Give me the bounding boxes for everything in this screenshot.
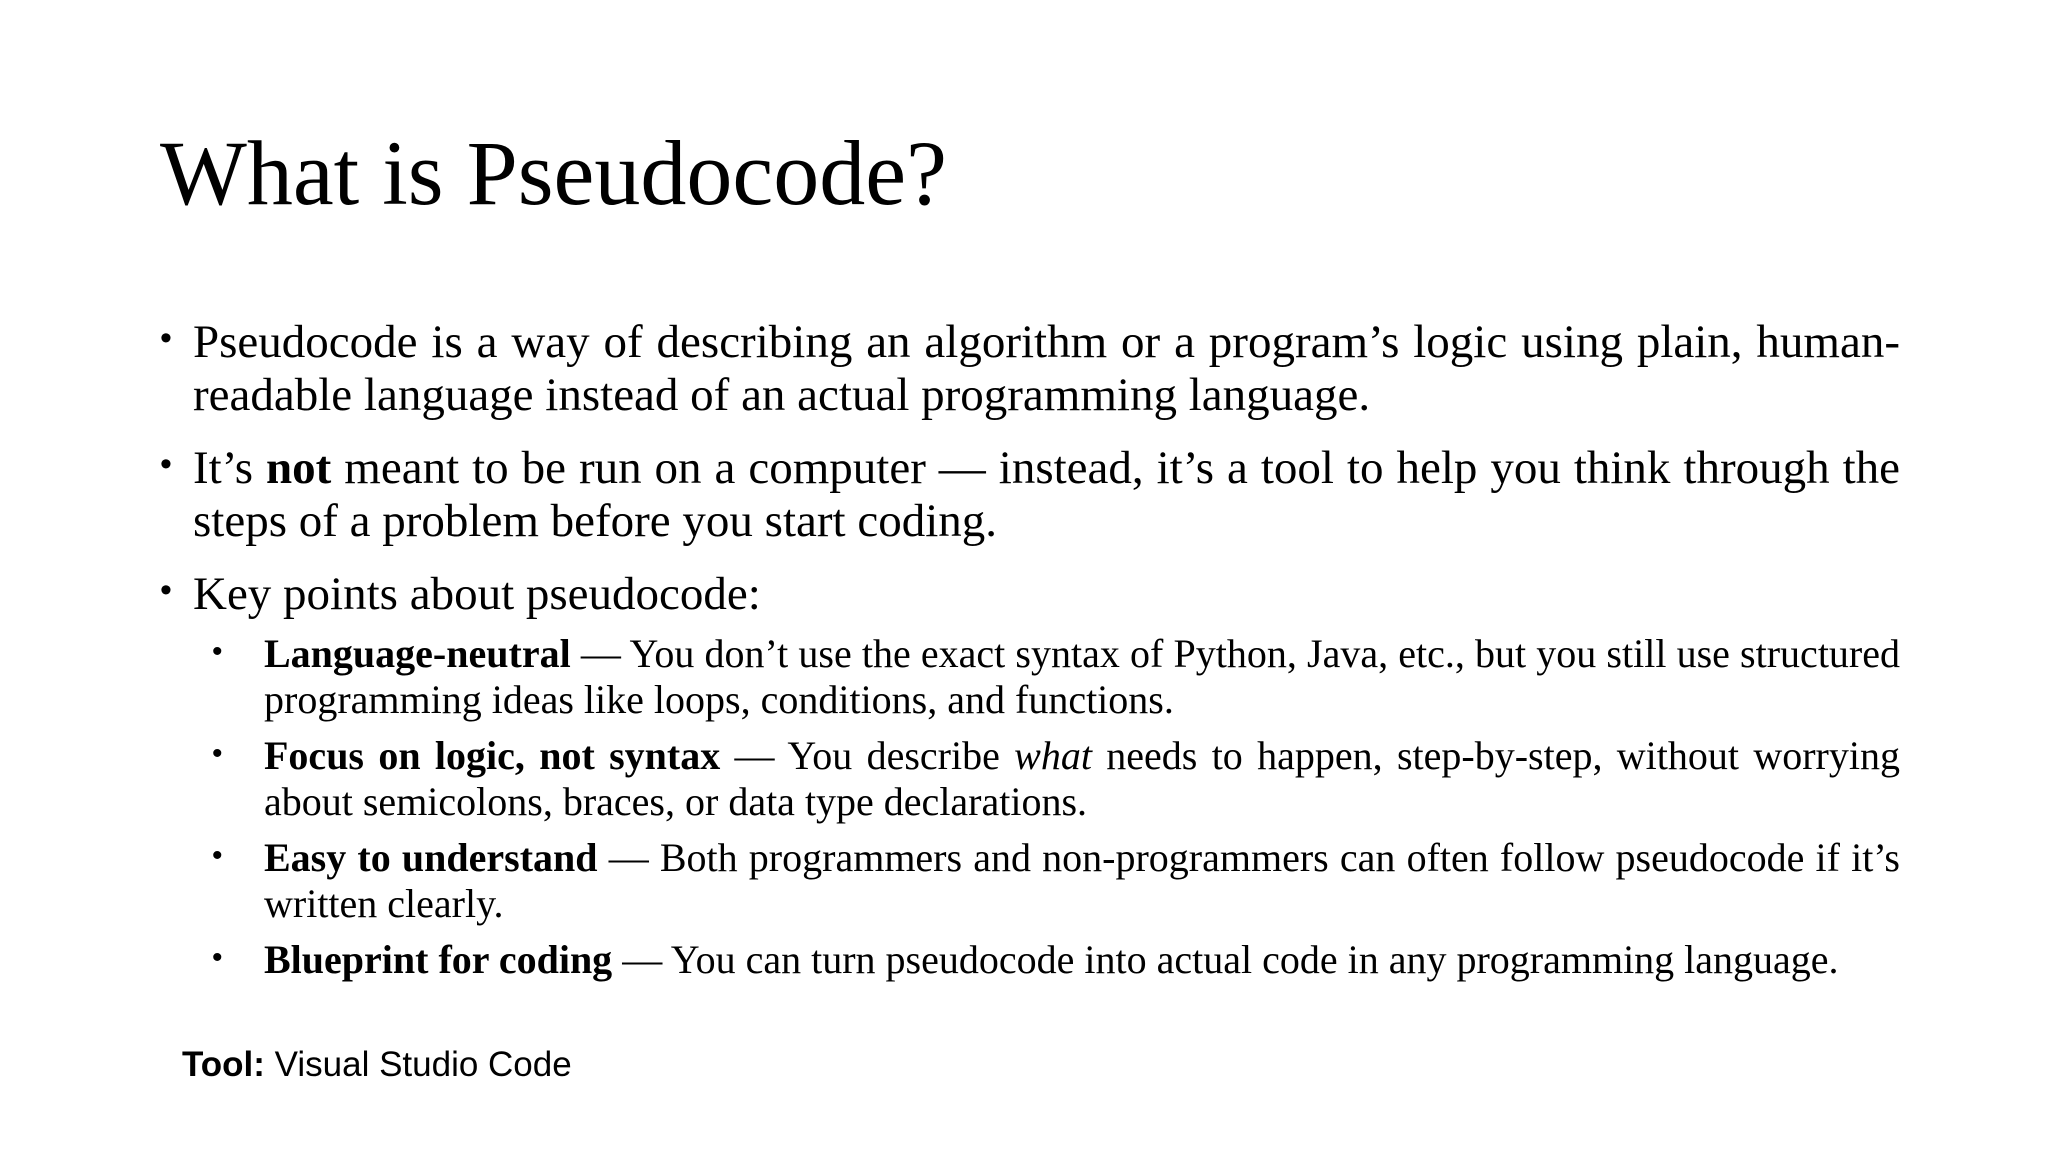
sub-bullet-item	[212, 631, 1900, 723]
bullet-item	[160, 568, 1900, 621]
bullet-glyph: •	[160, 319, 172, 357]
bullet-text-pre: It’s	[193, 442, 267, 494]
slide-title: What is Pseudocode?	[160, 122, 947, 224]
bullet-glyph: •	[212, 737, 223, 770]
sub-bullet-text	[264, 733, 1900, 824]
bullet-glyph: •	[212, 839, 223, 872]
bullet-glyph: •	[160, 445, 172, 483]
tool-footer	[182, 1045, 572, 1085]
sub-bullet-term: Blueprint for coding	[264, 937, 613, 982]
sub-bullet-text	[264, 631, 1900, 722]
slide-body	[160, 316, 1900, 993]
bullet-text	[193, 442, 1900, 547]
tool-value: Visual Studio Code	[264, 1045, 572, 1084]
sub-bullet-text	[264, 937, 1839, 982]
bullet-glyph: •	[212, 941, 223, 974]
bullet-glyph: •	[160, 571, 172, 609]
sub-bullet-item	[212, 835, 1901, 927]
sub-bullet-item	[212, 937, 1900, 983]
bullet-text: Pseudocode is a way of describing an algorithm or a program’s logic using plain, human-readable language instead of an actual programming language.	[193, 316, 1900, 421]
sub-bullet-term: Language-neutral	[264, 631, 571, 676]
sub-bullet-term: Easy to understand	[264, 835, 598, 880]
sub-bullet-list	[160, 631, 1900, 983]
bullet-item	[160, 442, 1900, 548]
bullet-glyph: •	[212, 635, 223, 668]
bullet-text-post: meant to be run on a computer — instead, it’s a tool to help you think through the steps of a problem before you start coding.	[193, 442, 1900, 547]
sub-bullet-desc-italic: what	[1014, 733, 1092, 778]
sub-bullet-desc-post: needs to happen, step-by-step, without worrying about semicolons, braces, or data type declarations.	[264, 733, 1900, 824]
bullet-item	[160, 316, 1900, 422]
sub-bullet-desc: — Both programmers and non-programmers can often follow pseudocode if it’s written clearly.	[264, 835, 1901, 926]
sub-bullet-term: Focus on logic, not syntax	[264, 733, 721, 778]
tool-label: Tool:	[182, 1045, 265, 1084]
sub-bullet-desc-pre: — You describe	[720, 733, 1015, 778]
sub-bullet-item	[212, 733, 1900, 825]
bullet-text-bold: not	[266, 442, 332, 494]
sub-bullet-desc: — You don’t use the exact syntax of Python, Java, etc., but you still use structured programming ideas like loops, conditions, and functions.	[264, 631, 1900, 722]
sub-bullet-text	[264, 835, 1900, 926]
bullet-text: Key points about pseudocode:	[193, 568, 761, 620]
sub-bullet-desc: — You can turn pseudocode into actual code in any programming language.	[612, 937, 1839, 982]
